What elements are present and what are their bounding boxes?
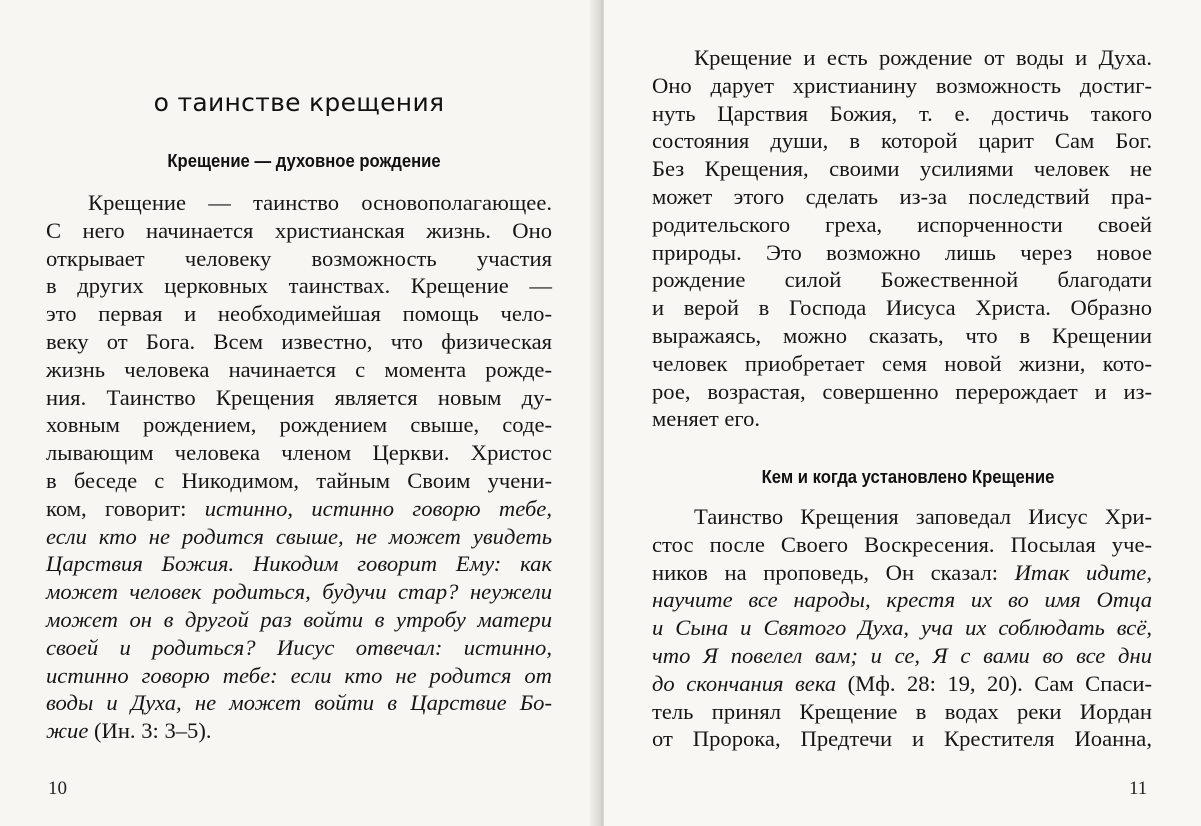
text-run: природы. Это возможно лишь через новое bbox=[652, 239, 1152, 265]
text-line bbox=[652, 100, 1152, 128]
text-run: в беседе с Никодимом, тайным Своим учени- bbox=[46, 467, 552, 493]
page-number: 11 bbox=[1129, 778, 1148, 799]
chapter-title: о таинстве крещения bbox=[153, 88, 445, 117]
text-run: родительского греха, испорченности своей bbox=[652, 211, 1152, 237]
scripture-quote: до скончания века bbox=[652, 670, 837, 696]
scripture-quote: если кто не родится свыше, не может увидеть bbox=[46, 523, 552, 549]
text-run: Таинство Крещения заповедал Иисус Хри- bbox=[694, 504, 1152, 529]
text-run: С него начинается христианская жизнь. Оно bbox=[46, 217, 552, 243]
text-line bbox=[46, 217, 552, 245]
text-run: ком, говорит: bbox=[46, 495, 205, 521]
scripture-quote: может он в другой раз войти в утробу матери bbox=[46, 606, 552, 632]
text-run: рождение силой Божественной благодати bbox=[652, 267, 1152, 293]
text-run: рое, возрастая, совершенно перерождает и из- bbox=[652, 378, 1152, 404]
text-run: меняет его. bbox=[652, 406, 761, 432]
text-line bbox=[46, 717, 552, 745]
text-line bbox=[46, 356, 552, 384]
scripture-quote: жие bbox=[46, 718, 89, 744]
body-text bbox=[652, 503, 1152, 753]
section-subheading: Крещение — духовное рождение bbox=[167, 150, 441, 171]
scripture-quote: что Я повелел вам; и се, Я с вами во все дни bbox=[652, 642, 1152, 668]
left-page bbox=[0, 0, 598, 826]
text-line bbox=[46, 439, 552, 467]
text-line bbox=[652, 670, 1152, 698]
text-run: ников на проповедь, Он сказал: bbox=[652, 559, 1015, 585]
text-line bbox=[652, 405, 1152, 433]
text-line bbox=[46, 328, 552, 356]
scripture-quote: истинно говорю тебе: если кто не родится от bbox=[46, 662, 552, 688]
right-page bbox=[604, 0, 1201, 826]
text-line bbox=[652, 698, 1152, 726]
text-line bbox=[46, 523, 552, 551]
text-line bbox=[46, 606, 552, 634]
text-run: нуть Царствия Божия, т. е. достичь такого bbox=[652, 100, 1152, 126]
scripture-quote: Царствия Божия. Никодим говорит Ему: как bbox=[46, 551, 552, 577]
text-line bbox=[652, 239, 1152, 267]
text-run: Крещение — таинство основополагающее. bbox=[88, 190, 552, 215]
text-run: тель принял Крещение в водах реки Иордан bbox=[652, 698, 1152, 724]
text-line bbox=[652, 44, 1152, 72]
text-run: в других церковных таинствах. Крещение — bbox=[46, 273, 552, 299]
text-line bbox=[652, 322, 1152, 350]
text-line bbox=[46, 662, 552, 690]
text-line bbox=[652, 642, 1152, 670]
scripture-quote: своей и родиться? Иисус отвечал: истинно, bbox=[46, 634, 552, 660]
text-line bbox=[652, 559, 1152, 587]
text-line bbox=[46, 578, 552, 606]
text-line bbox=[46, 300, 552, 328]
text-run: (Мф. 28: 19, 20). Сам Спаси- bbox=[836, 670, 1152, 696]
text-run: Без Крещения, своими усилиями человек не bbox=[652, 156, 1152, 182]
text-run: стос после Своего Воскресения. Посылая уче- bbox=[652, 531, 1152, 557]
body-text bbox=[652, 44, 1152, 433]
text-line bbox=[652, 378, 1152, 406]
text-line bbox=[652, 183, 1152, 211]
text-run: человек приобретает семя новой жизни, кото- bbox=[652, 350, 1152, 376]
scripture-quote: воды и Духа, не может войти в Царствие Бо- bbox=[46, 690, 552, 716]
text-line bbox=[46, 467, 552, 495]
scripture-quote: истинно, истинно говорю тебе, bbox=[204, 495, 552, 521]
section-subheading: Кем и когда установлено Крещение bbox=[761, 466, 1055, 487]
text-line bbox=[652, 531, 1152, 559]
text-line bbox=[652, 586, 1152, 614]
text-line bbox=[652, 155, 1152, 183]
text-line bbox=[652, 294, 1152, 322]
text-run: (Ин. 3: 3–5). bbox=[88, 718, 212, 744]
text-run: лывающим человека членом Церкви. Христос bbox=[46, 440, 552, 466]
scripture-quote: может человек родиться, будучи стар? неужели bbox=[46, 579, 552, 605]
page-number: 10 bbox=[48, 778, 67, 799]
text-line bbox=[46, 550, 552, 578]
text-line bbox=[652, 614, 1152, 642]
text-run: ховным рождением, рождением свыше, соде- bbox=[46, 412, 552, 438]
text-run: ния. Таинство Крещения является новым ду- bbox=[46, 384, 552, 410]
text-line bbox=[652, 503, 1152, 531]
text-run: жизнь человека начинается с момента рожде- bbox=[46, 356, 552, 382]
text-line bbox=[46, 411, 552, 439]
text-run: и верой в Господа Иисуса Христа. Образно bbox=[652, 295, 1152, 321]
text-run: веку от Бога. Всем известно, что физическая bbox=[46, 328, 552, 354]
text-run: выражаясь, можно сказать, что в Крещении bbox=[652, 322, 1152, 348]
text-run: от Пророка, Предтечи и Крестителя Иоанна, bbox=[652, 726, 1152, 752]
body-text bbox=[46, 189, 552, 745]
text-run: Оно дарует христианину возможность достиг- bbox=[652, 72, 1152, 98]
scripture-quote: Итак идите, bbox=[1014, 559, 1152, 585]
text-line bbox=[652, 725, 1152, 753]
text-line bbox=[46, 384, 552, 412]
scripture-quote: научите все народы, крестя их во имя Отца bbox=[652, 587, 1152, 613]
text-line bbox=[652, 211, 1152, 239]
text-line bbox=[46, 634, 552, 662]
text-line bbox=[652, 127, 1152, 155]
text-line bbox=[652, 350, 1152, 378]
scripture-quote: и Сына и Святого Духа, уча их соблюдать всё, bbox=[652, 615, 1152, 641]
text-run: может этого сделать из-за последствий пра- bbox=[652, 183, 1152, 209]
text-line bbox=[652, 266, 1152, 294]
text-line bbox=[46, 272, 552, 300]
text-line bbox=[652, 72, 1152, 100]
text-line bbox=[46, 495, 552, 523]
text-run: состояния души, в которой царит Сам Бог. bbox=[652, 128, 1152, 154]
text-run: открывает человеку возможность участия bbox=[46, 245, 552, 271]
text-run: это первая и необходимейшая помощь чело- bbox=[46, 301, 552, 327]
text-line bbox=[46, 245, 552, 273]
text-line bbox=[46, 189, 552, 217]
text-run: Крещение и есть рождение от воды и Духа. bbox=[694, 45, 1152, 70]
text-line bbox=[46, 689, 552, 717]
